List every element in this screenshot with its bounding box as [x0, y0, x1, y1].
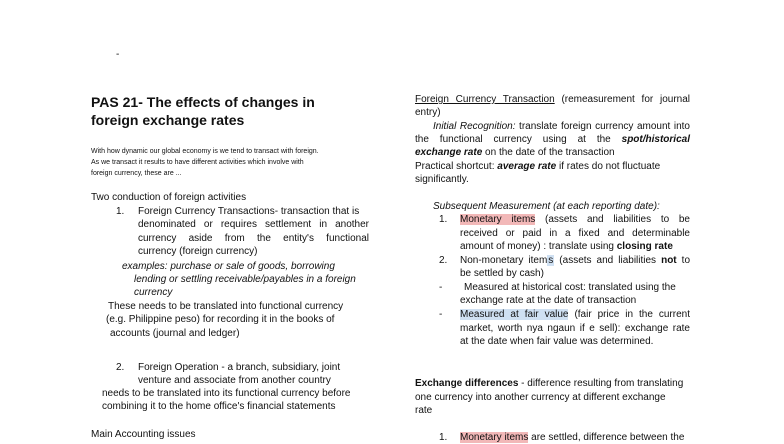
m2-line-2: be settled by cash) — [460, 268, 544, 279]
last-item-number: 1. — [439, 432, 448, 443]
item-2-line-2: venture and associate from another country — [138, 375, 331, 386]
m1-line-3-text: amount of money) : translate using — [460, 241, 617, 252]
examples-line-3: currency — [134, 287, 173, 298]
item-2-line-4: combining it to the home office's financial statements — [102, 401, 336, 412]
not-term: not — [661, 255, 677, 266]
m1-line-1 — [460, 213, 690, 226]
initial-recognition-text: the functional currency using at the — [415, 134, 611, 145]
m2-line-1 — [460, 254, 690, 267]
initial-recognition-label: Initial Recognition: — [433, 121, 516, 132]
d2-line-1 — [460, 308, 690, 321]
dash-mark: - — [116, 49, 120, 60]
translated-line-2: (e.g. Philippine peso) for recording it in the books of — [106, 314, 335, 325]
m1-line-3 — [460, 240, 673, 253]
item-1-line-1: Foreign Currency Transactions- transaction that is — [138, 206, 360, 217]
examples-line-2: lending or settling receivable/payables in a foreign — [134, 274, 356, 285]
item-1-number: 1. — [116, 206, 125, 217]
exchange-differences-line-2: one currency into another currency at different exchange — [415, 392, 666, 403]
fct-line-1 — [415, 93, 690, 106]
fair-value-highlight: Measured at fair value — [460, 309, 569, 320]
m2-prefix: Non-monetary item — [460, 255, 548, 266]
m2-suffix: to — [676, 255, 691, 266]
practical-shortcut-line-2: significantly. — [415, 174, 469, 185]
examples-line-1: examples: purchase or sale of goods, borrowing — [122, 261, 335, 272]
last-item-rest: are settled, difference between the — [528, 432, 685, 443]
spot-historical-term: spot/historical — [621, 134, 690, 145]
fct-line-2: entry) — [415, 107, 441, 118]
page-title-line-2: foreign exchange rates — [91, 112, 245, 128]
main-issues-heading: Main Accounting issues — [91, 429, 196, 440]
exchange-rate-rest: on the date of the transaction — [482, 147, 615, 158]
translated-line-3: accounts (journal and ledger) — [110, 328, 240, 339]
d2-dash: - — [439, 309, 443, 320]
initial-recognition-rest: translate foreign currency amount into — [515, 121, 690, 132]
item-1-line-4: currency (foreign currency) — [138, 246, 258, 257]
m2-highlight: s — [548, 255, 554, 266]
two-conduction-heading: Two conduction of foreign activities — [91, 192, 247, 203]
average-rate-term: average rate — [497, 161, 557, 172]
last-item-line-1 — [460, 431, 684, 444]
initial-recognition-line-1 — [433, 120, 690, 133]
practical-prefix: Practical shortcut: — [415, 161, 498, 172]
m2-mid: (assets and liabilities — [554, 255, 662, 266]
closing-rate-term: closing rate — [616, 241, 673, 252]
practical-shortcut-line-1 — [415, 160, 660, 173]
practical-suffix: if rates do not fluctuate — [556, 161, 661, 172]
exchange-differences-line-3: rate — [415, 405, 433, 416]
d2-rest: (fair price in the current — [568, 309, 690, 320]
initial-recognition-line-3 — [415, 146, 615, 159]
d1-line-2: exchange rate at the date of transaction — [460, 295, 637, 306]
monetary-items-highlight: Monetary items — [460, 214, 536, 225]
item-1-line-3: currency aside from the entity's functional — [138, 233, 369, 244]
page-title-line-1: PAS 21- The effects of changes in — [91, 94, 315, 110]
exchange-differences-term: Exchange differences — [415, 378, 519, 389]
intro-line-2: As we transact it results to have different activities which involve with — [91, 159, 304, 166]
intro-line-3: foreign currency, these are ... — [91, 170, 182, 177]
fct-title: Foreign Currency Transaction — [415, 94, 555, 105]
item-2-number: 2. — [116, 362, 125, 373]
translated-line-1: These needs to be translated into functional currency — [108, 301, 344, 312]
exchange-rate-term: exchange rate — [415, 147, 483, 158]
d1-line-1: Measured at historical cost: translated using the — [464, 282, 676, 293]
item-2-line-3: needs to be translated into its functional currency before — [102, 388, 351, 399]
exchange-differences-line-1 — [415, 377, 683, 390]
m1-number: 1. — [439, 214, 448, 225]
item-1-line-2: denominated or requires settlement in another — [138, 219, 369, 230]
m1-rest: (assets and liabilities to be — [535, 214, 690, 225]
m2-number: 2. — [439, 255, 448, 266]
initial-recognition-line-2 — [415, 133, 690, 146]
m1-line-2: received or paid in a fixed and determinable — [460, 228, 690, 239]
monetary-items-highlight-2: Monetary items — [460, 432, 529, 443]
d2-line-3: at the date when fair value was determined. — [460, 336, 654, 347]
intro-line-1: With how dynamic our global economy is we tend to transact with foreign. — [91, 148, 319, 155]
item-2-line-1: Foreign Operation - a branch, subsidiary, joint — [138, 362, 341, 373]
fct-rest: (remeasurement for journal — [554, 94, 690, 105]
subsequent-measurement-heading: Subsequent Measurement (at each reporting date): — [433, 201, 660, 212]
d2-line-2: market, worth nya ngaun if e sell): exchange rate — [460, 323, 690, 334]
exchange-differences-rest: - difference resulting from translating — [518, 378, 684, 389]
d1-dash: - — [439, 282, 443, 293]
